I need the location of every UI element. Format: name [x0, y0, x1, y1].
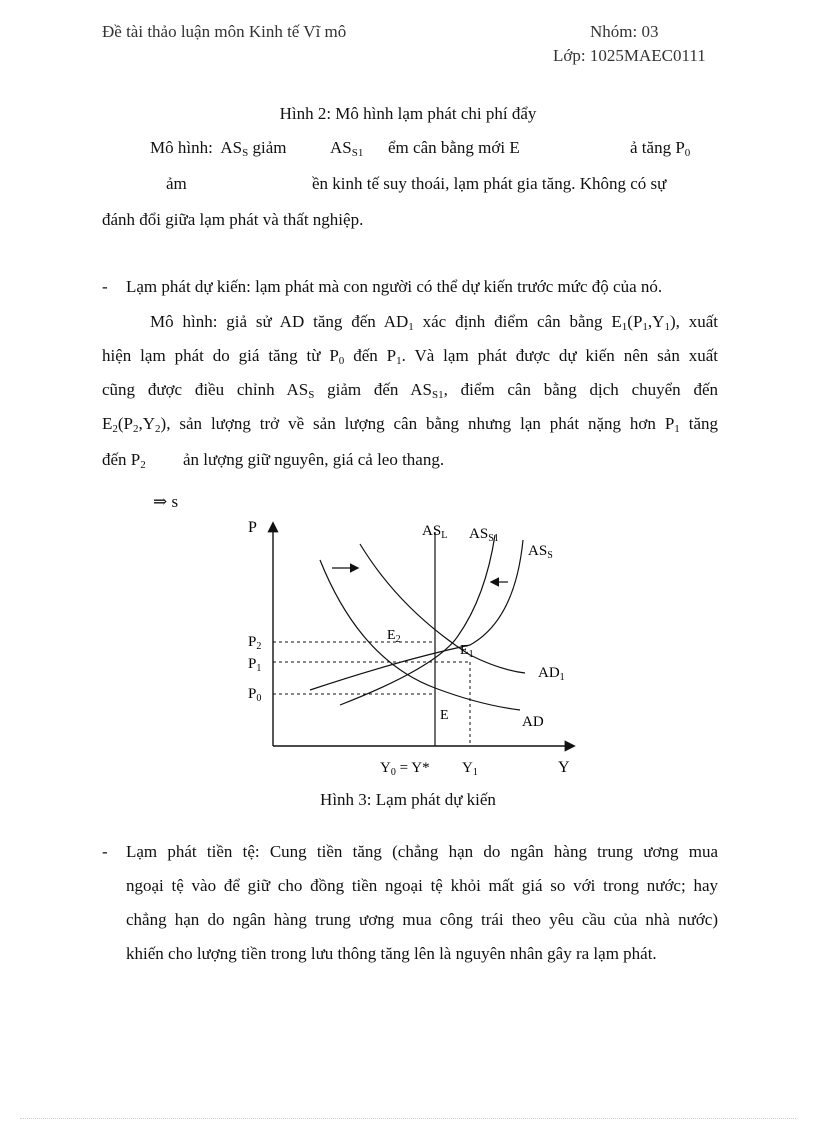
chart-text-price_levels-1-sub: 1: [256, 663, 262, 674]
bullet-dash-2: -: [102, 842, 108, 861]
chart-text-output_levels-0-label: Y: [380, 760, 391, 776]
p-sub: 2: [155, 423, 161, 435]
chart-text-output_levels-1-sub: 1: [472, 767, 478, 778]
p-text: (P: [117, 414, 134, 433]
as-s1-curve: [340, 535, 495, 705]
paragraph-line-5a: [102, 450, 146, 470]
as-s-curve-label: [528, 543, 553, 561]
chart-text-curves-0-label_sub: L: [441, 530, 448, 541]
as-s1-text: AS: [330, 138, 352, 157]
chart-text-points-1-sub: 1: [468, 649, 474, 660]
p-text: tăng: [679, 414, 718, 433]
p-sub: S1: [431, 389, 444, 401]
p-text: hiện lạm phát do giá tăng từ P: [102, 346, 339, 365]
document-header-title: Đề tài thảo luận môn Kinh tế Vĩ mô: [102, 22, 347, 41]
chart-text-price_levels-2-sub: 0: [256, 693, 262, 704]
p-sub: 2: [112, 423, 118, 435]
model-line-2a: ảm: [166, 174, 187, 193]
monetary-inflation-line-4: khiến cho lượng tiền trong lưu thông tăng lên là nguyên nhân gây ra lạm phát.: [126, 944, 657, 963]
expected-inflation-diagram: [240, 510, 590, 780]
as-s1-sub: S1: [351, 147, 364, 159]
chart-text-curves-1-label: AS: [469, 526, 489, 542]
as-s1-label: [330, 138, 363, 158]
y1-label: [462, 760, 478, 778]
p-text: đến P: [344, 346, 397, 365]
p-text: ,Y: [138, 414, 156, 433]
point-e1-label: [460, 643, 474, 660]
p-sub: 1: [674, 423, 680, 435]
class-code: Lớp: 1025MAEC0111: [553, 46, 706, 65]
y-axis-label: P: [248, 519, 257, 536]
p-sub: 2: [133, 423, 139, 435]
chart-text-curves-0-label: AS: [422, 523, 442, 539]
chart-text-points-2-sub: 2: [395, 634, 401, 645]
p-text: đến P: [102, 450, 141, 469]
point-e2-label: [387, 628, 401, 645]
chart-text-curves-2-label_sub: S: [547, 550, 553, 561]
model-line-3: đánh đổi giữa lạm phát và thất nghiệp.: [102, 210, 364, 229]
price-increase-text: [630, 138, 690, 158]
point-e-label: [440, 708, 449, 723]
chart-text-price_levels-2-label: P: [248, 686, 257, 702]
as-l-label: [422, 523, 447, 541]
x-axis-label: Y: [558, 759, 570, 776]
figure-3-caption: Hình 3: Lạm phát dự kiến: [320, 790, 496, 809]
model-label: Mô hình:: [150, 138, 213, 157]
monetary-inflation-line-2: ngoại tệ vào để giữ cho đồng tiền ngoại tệ khỏi mất giá so với trong nước; hay: [126, 876, 718, 895]
p-text: xác định điểm cân bằng E: [413, 312, 622, 331]
p-text: . Và lạm phát được dự kiến nên sản xuất: [401, 346, 718, 365]
p-sub: 1: [621, 321, 628, 333]
p-text: ,Y: [647, 312, 665, 331]
chart-text-price_levels-0-sub: 2: [256, 641, 262, 652]
p-text: , điểm cân bằng dịch chuyển đến: [443, 380, 718, 399]
y0-label: [380, 760, 430, 778]
chart-text-points-0-label: E: [440, 708, 449, 723]
p-sub: 1: [642, 321, 648, 333]
as-s1-curve-label: [469, 526, 499, 544]
chart-text-curves-3-label_sub: 1: [559, 672, 565, 683]
p-text: ), xuất: [669, 312, 718, 331]
p-text: Mô hình: giả sử AD tăng đến AD: [150, 312, 409, 331]
model-line-2b: ền kinh tế suy thoái, lạm phát gia tăng. Không có sự: [312, 174, 667, 193]
p-text: giảm đến AS: [314, 380, 432, 399]
ad1-curve-label: [538, 665, 565, 683]
bullet-dash: -: [102, 277, 108, 296]
p-sub: 1: [408, 321, 414, 333]
decrease-word: giảm: [252, 138, 287, 157]
price-increase-word: ả tăng P: [630, 138, 685, 157]
monetary-inflation-line-1: Lạm phát tiền tệ: Cung tiền tăng (chẳng hạn do ngân hàng trung ương mua: [126, 842, 718, 861]
p1-label: [248, 656, 261, 674]
chart-text-points-1-label: E: [460, 643, 469, 658]
chart-text-price_levels-1-label: P: [248, 656, 257, 672]
p-sub: 1: [396, 355, 402, 367]
page-bottom-divider: [20, 1118, 796, 1119]
paragraph-line-1: [150, 312, 718, 332]
figure-2-title: Hình 2: Mô hình lạm phát chi phí đẩy: [279, 104, 537, 123]
p2-label: [248, 634, 261, 652]
expected-inflation-definition: Lạm phát dự kiến: lạm phát mà con người có thể dự kiến trước mức độ của nó.: [126, 277, 663, 296]
as-s-sub: S: [242, 147, 249, 159]
chart-text-curves-1-label_sub: S1: [488, 533, 499, 544]
document-header-meta: [553, 20, 706, 68]
implies-arrow: ⇒ s: [153, 492, 179, 511]
p-text: (P: [627, 312, 643, 331]
ad1-curve: [360, 544, 525, 673]
p-text: cũng được điều chỉnh AS: [102, 380, 309, 399]
monetary-inflation-line-3: chẳng hạn do ngân hàng trung ương mua công trái theo yêu cầu của nhà nước): [126, 910, 718, 929]
p-sub: 1: [664, 321, 670, 333]
paragraph-line-2: [102, 346, 718, 366]
p-text: E: [102, 414, 113, 433]
as-s-label: AS: [220, 138, 243, 157]
chart-text-curves-2-label: AS: [528, 543, 548, 559]
chart-text-output_levels-1-label: Y: [462, 760, 473, 776]
p-sub: S: [308, 389, 315, 401]
model-line-1: [150, 138, 286, 158]
ad-curve-label: [522, 714, 544, 730]
chart-text-points-2-label: E: [387, 628, 396, 643]
p-sub: 0: [338, 355, 345, 367]
chart-text-output_levels-0-suffix: = Y*: [395, 760, 430, 776]
paragraph-line-5b: ản lượng giữ nguyên, giá cả leo thang.: [183, 450, 445, 469]
new-equilibrium-text: ểm cân bằng mới E: [388, 138, 520, 157]
chart-text-curves-3-label: AD: [538, 665, 560, 681]
chart-text-curves-4-label: AD: [522, 714, 544, 730]
p0-sub: 0: [684, 147, 691, 159]
p-sub: 2: [140, 459, 146, 471]
paragraph-line-3: [102, 380, 718, 400]
p-text: ), sản lượng trở về sản lượng cân bằng nhưng lạn phát nặng hơn P: [160, 414, 675, 433]
paragraph-line-4: [102, 414, 718, 434]
p0-label: [248, 686, 261, 704]
group-number: Nhóm: 03: [590, 22, 659, 41]
ad-curve: [320, 560, 520, 710]
chart-text-price_levels-0-label: P: [248, 634, 257, 650]
chart-text-output_levels-0-sub: 0: [390, 767, 396, 778]
as-s-curve: [310, 540, 523, 690]
